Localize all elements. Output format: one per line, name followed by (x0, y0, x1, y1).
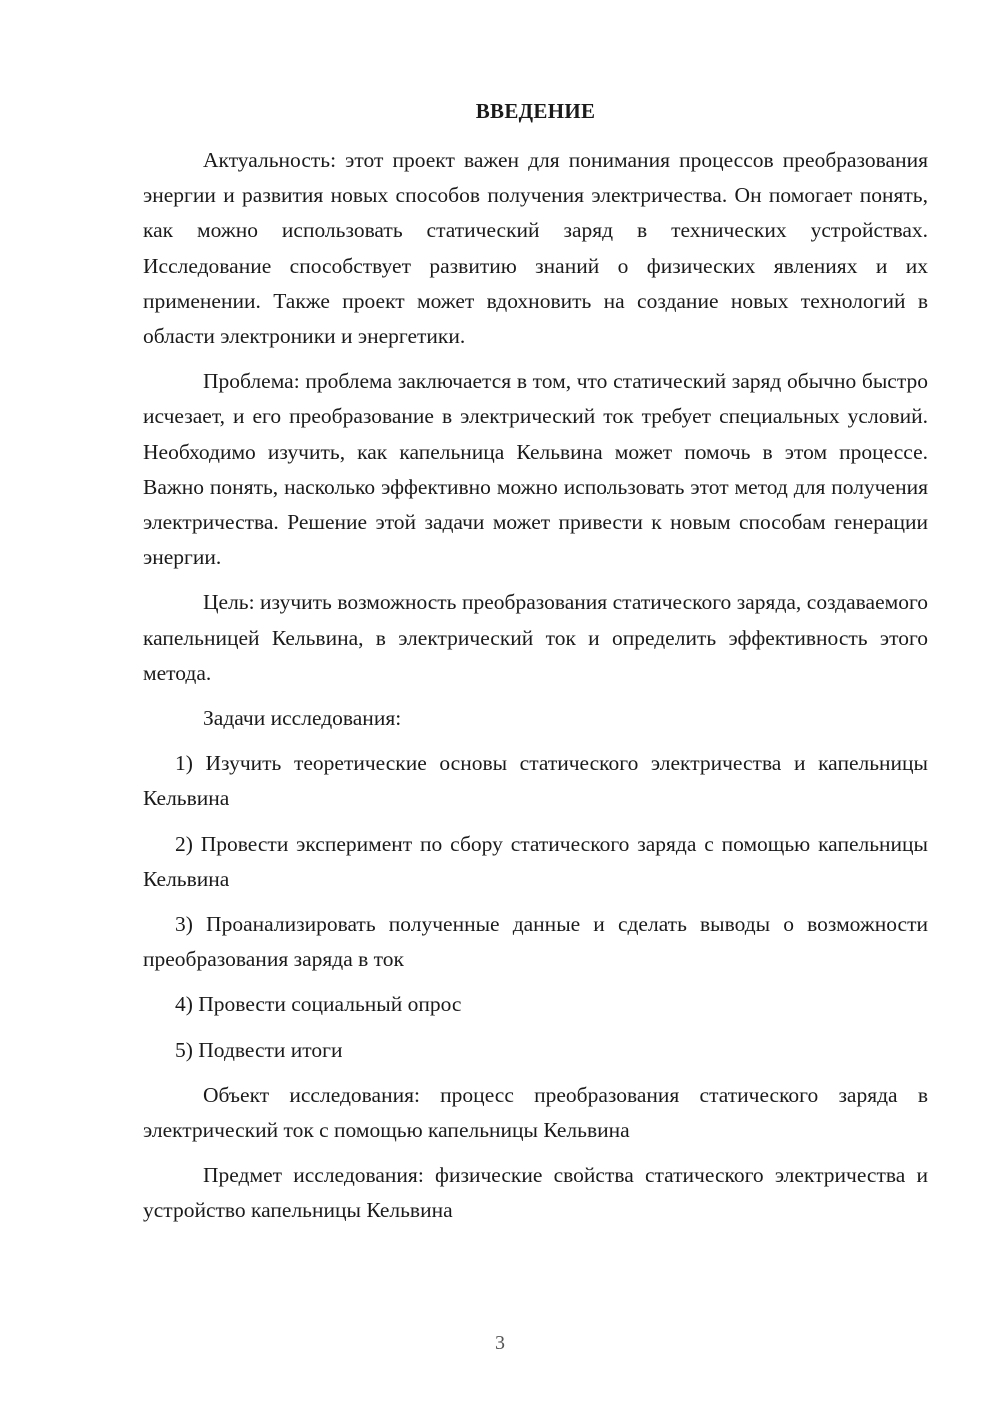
paragraph-problem: Проблема: проблема заключается в том, что статический заряд обычно быстро исчезает, и его преобразование в электрический ток требует специальных условий. Необходимо изучить, как капельница Кельвина может помочь в этом процессе. Важно понять, насколько эффективно можно использовать этот метод для получения электричества. Решение этой задачи может привести к новым способам генерации энергии. (143, 369, 928, 570)
paragraph-goal: Цель: изучить возможность преобразования статического заряда, создаваемого капельницей Кельвина, в электрический ток и определить эффективность этого метода. (143, 590, 928, 685)
tasks-title: Задачи исследования: (203, 706, 402, 731)
task-item-1: 1) Изучить теоретические основы статического электричества и капельницы Кельвина (143, 751, 928, 811)
document-body (143, 143, 928, 1229)
paragraph-object: Объект исследования: процесс преобразования статического заряда в электрический ток с помощью капельницы Кельвина (143, 1082, 928, 1143)
paragraph-subject: Предмет исследования: физические свойства статического электричества и устройство капельницы Кельвина (143, 1163, 928, 1223)
paragraph-relevance: Актуальность: этот проект важен для понимания процессов преобразования энергии и развития новых способов получения электричества. Он помогает понять, как можно использовать статический заряд в технических устройствах. Исследование способствует развитию знаний о физических явлениях и их применении. Также проект может вдохновить на создание новых технологий в области электроники и энергетики. (143, 148, 928, 349)
page-number: 3 (495, 1332, 505, 1354)
task-item-4: 4) Провести социальный опрос (175, 992, 462, 1017)
task-item-2: 2) Провести эксперимент по сбору статического заряда с помощью капельницы Кельвина (143, 831, 928, 891)
task-item-3: 3) Проанализировать полученные данные и сделать выводы о возможности преобразования заряда в ток (143, 912, 928, 972)
task-item-5: 5) Подвести итоги (175, 1037, 343, 1062)
section-heading: ВВЕДЕНИЕ (475, 99, 596, 123)
